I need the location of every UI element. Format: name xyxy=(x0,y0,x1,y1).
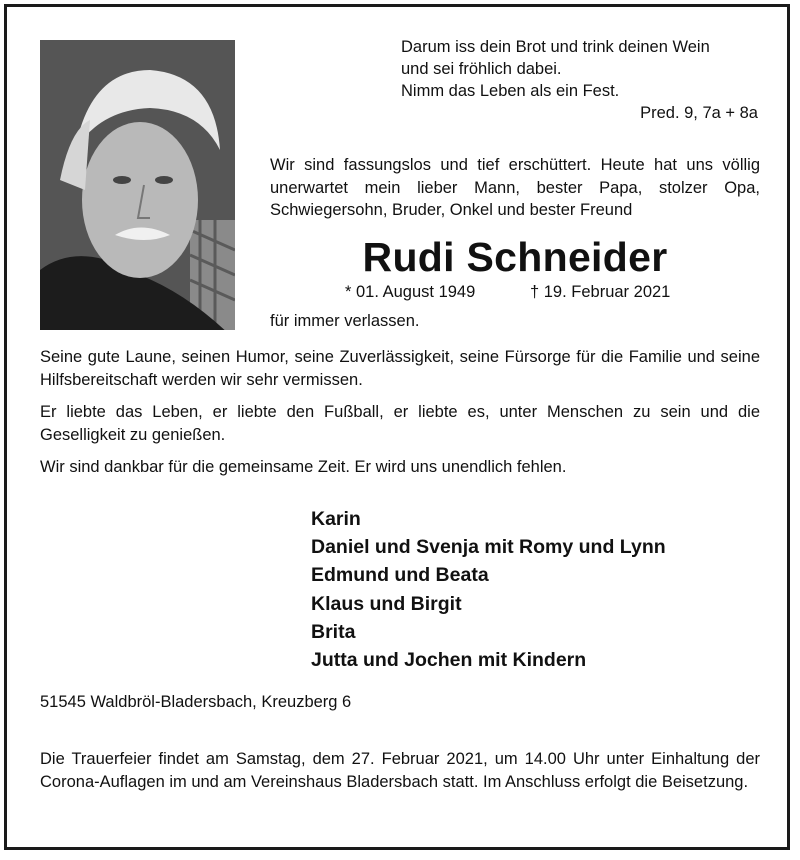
quote-line: und sei fröhlich dabei. xyxy=(401,60,562,78)
family-list xyxy=(311,505,666,674)
intro-text: Wir sind fassungslos und tief erschüttert. Heute hat uns völlig unerwartet mein lieber Mann, bester Papa, stolzer Opa, Schwiegersohn, Bruder, Onkel und bester Freund xyxy=(270,156,760,219)
quote-line: Nimm das Leben als ein Fest. xyxy=(401,82,620,100)
family-member: Jutta und Jochen mit Kindern xyxy=(311,649,587,672)
family-member: Edmund und Beata xyxy=(311,564,489,587)
bible-quote xyxy=(401,36,710,102)
passed-away-text: für immer verlassen. xyxy=(270,312,420,330)
paragraph: Seine gute Laune, seinen Humor, seine Zuverlässigkeit, seine Fürsorge für die Familie und seine Hilfsbereitschaft werden wir sehr vermissen. xyxy=(40,348,760,389)
deceased-name: Rudi Schneider xyxy=(362,234,668,280)
birth-date: * 01. August 1949 xyxy=(345,283,476,301)
portrait-photo xyxy=(40,40,235,330)
funeral-info: Die Trauerfeier findet am Samstag, dem 27. Februar 2021, um 14.00 Uhr unter Einhaltung der Corona-Auflagen im und am Vereinshaus Bladersbach statt. Im Anschluss erfolgt die Beisetzung. xyxy=(40,750,760,791)
family-member: Klaus und Birgit xyxy=(311,592,462,615)
death-date: † 19. Februar 2021 xyxy=(530,283,671,301)
quote-reference: Pred. 9, 7a + 8a xyxy=(640,104,758,122)
address: 51545 Waldbröl-Bladersbach, Kreuzberg 6 xyxy=(40,693,352,711)
family-member: Brita xyxy=(311,620,356,643)
paragraph: Wir sind dankbar für die gemeinsame Zeit. Er wird uns unendlich fehlen. xyxy=(40,458,567,476)
family-member: Daniel und Svenja mit Romy und Lynn xyxy=(311,536,666,559)
family-member: Karin xyxy=(311,508,361,530)
paragraph: Er liebte das Leben, er liebte den Fußball, er liebte es, unter Menschen zu sein und die Geselligkeit zu genießen. xyxy=(40,403,760,444)
quote-line: Darum iss dein Brot und trink deinen Wein xyxy=(401,38,710,56)
